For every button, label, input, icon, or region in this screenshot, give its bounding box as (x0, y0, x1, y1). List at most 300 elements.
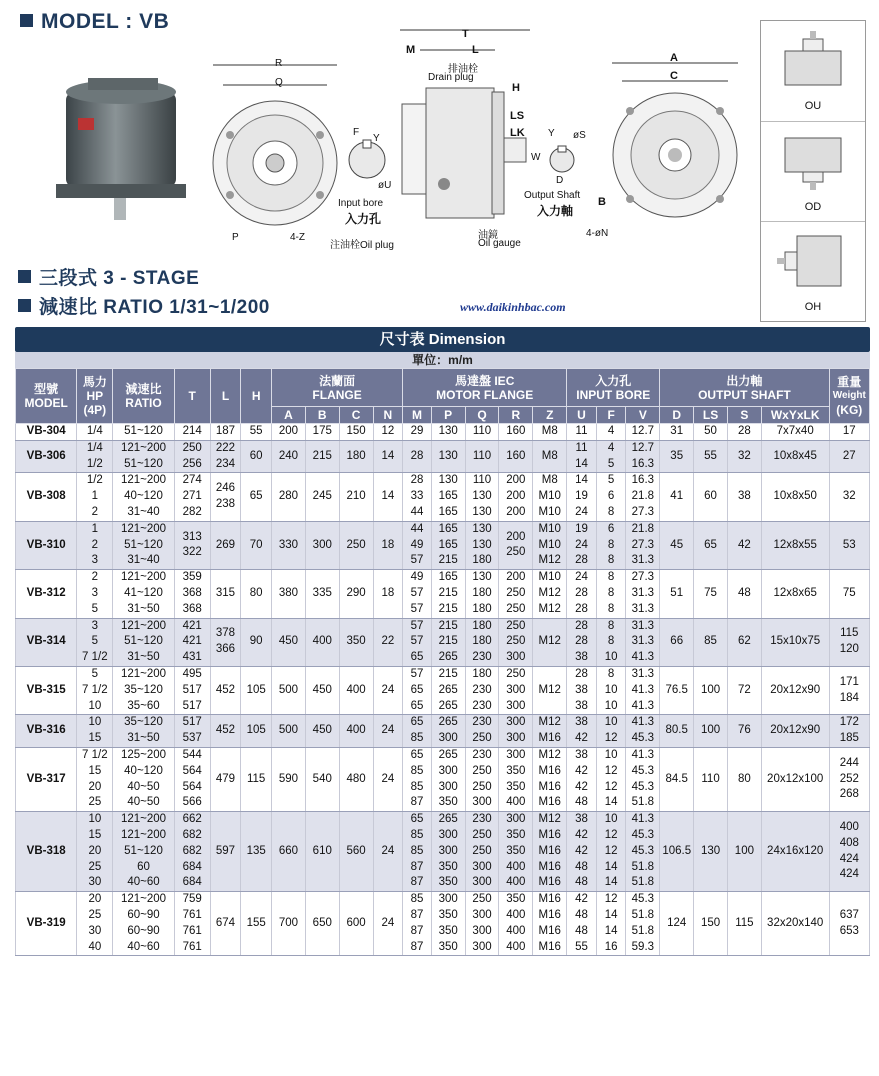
dimension-table-section (15, 327, 870, 956)
cell-value: 87 (410, 796, 424, 809)
cell-value: 65 (410, 813, 424, 826)
table-row (16, 424, 870, 441)
cell-value: 180 (472, 635, 492, 648)
cell-value: 300 (506, 748, 526, 761)
cell-wylk: 10x8x45 (761, 440, 829, 473)
cell-hp (77, 473, 113, 521)
subcol-q: Q (465, 407, 499, 424)
cell-value: 51~120 (124, 635, 163, 648)
cell-value: 16 (604, 940, 618, 953)
cell-a: 590 (272, 747, 306, 811)
cell-value: 300 (506, 732, 526, 745)
table-row (16, 473, 870, 521)
cell-kg (829, 473, 869, 521)
cell-u (567, 715, 597, 748)
cell-value: 27.3 (631, 538, 655, 551)
cell-v (626, 812, 660, 892)
cell-value: 44 (410, 522, 424, 535)
cell-v (626, 521, 660, 569)
cell-wylk: 7x7x40 (761, 424, 829, 441)
cell-value: 400 (506, 860, 526, 873)
cell-f (596, 618, 626, 666)
cell-value: 5 (607, 457, 615, 470)
cell-value: 400 (506, 796, 526, 809)
cell-value: 662 (182, 813, 202, 826)
cell-value: 250 (472, 828, 492, 841)
cell-h: 55 (241, 424, 272, 441)
cell-value: 11 (575, 441, 588, 454)
col-motor-flange: 馬達盤 IEC MOTOR FLANGE (403, 369, 567, 407)
dim-LS-label: LS (510, 110, 525, 122)
cell-f (596, 570, 626, 618)
subcol-m: M (403, 407, 432, 424)
cell-value: 200 (506, 530, 526, 543)
cell-c: 350 (339, 618, 373, 666)
table-row (16, 521, 870, 569)
cell-value: M16 (538, 876, 561, 889)
cell-value: M10 (538, 505, 561, 518)
cell-value: M12 (538, 554, 561, 567)
cell-value: 300 (506, 683, 526, 696)
dim-H-label: H (512, 82, 520, 94)
cell-value: 759 (182, 893, 202, 906)
cell-value: 14 (604, 924, 618, 937)
cell-t (174, 618, 210, 666)
cell-h: 105 (241, 666, 272, 714)
cell-value: 350 (506, 780, 526, 793)
cell-ls: 85 (694, 618, 728, 666)
cell-s: 42 (727, 521, 761, 569)
col-output-shaft: 出力軸 OUTPUT SHAFT (660, 369, 829, 407)
cell-value: 38 (575, 813, 588, 826)
table-row (16, 715, 870, 748)
cell-hp (77, 521, 113, 569)
cell-value: 130 (438, 449, 458, 462)
cell-value: M12 (538, 813, 561, 826)
cell-m (403, 618, 432, 666)
cell-value: 65 (410, 716, 424, 729)
cell-a: 500 (272, 715, 306, 748)
cell-r (499, 618, 533, 666)
cell-value: 180 (472, 619, 492, 632)
cell-value: 25 (88, 908, 102, 921)
drain-plug-label-cn: 排油栓 (448, 64, 478, 75)
cell-value: 24 (575, 571, 588, 584)
cell-value: 31.3 (631, 667, 655, 680)
bullet-square-icon (18, 270, 31, 283)
col-ratio: 減速比 RATIO (113, 369, 174, 424)
cell-value: 28 (575, 602, 588, 615)
cell-value: 268 (839, 788, 859, 801)
cell-value: 41.3 (631, 716, 655, 729)
cell-value: 14 (604, 860, 618, 873)
cell-value: 12 (604, 780, 618, 793)
cell-ratio (113, 618, 174, 666)
cell-value: 48 (575, 860, 588, 873)
cell-c: 560 (339, 812, 373, 892)
cell-value: 87 (410, 860, 424, 873)
cell-value: 8 (607, 602, 615, 615)
cell-value: 1/4 (86, 441, 103, 454)
cell-value: 51.8 (631, 876, 655, 889)
cell-model: VB-310 (16, 521, 77, 569)
cell-value: 1 (91, 522, 99, 535)
dim-output-Y-label: Y (548, 128, 555, 139)
cell-value: 274 (182, 474, 202, 487)
cell-value: 51~120 (124, 538, 163, 551)
cell-b: 245 (305, 473, 339, 521)
cell-value: 28 (575, 586, 588, 599)
cell-value: 51.8 (631, 796, 655, 809)
cell-value: 250 (506, 667, 526, 680)
cell-value: 566 (182, 796, 202, 809)
cell-b: 650 (305, 892, 339, 956)
cell-value: 20 (88, 844, 102, 857)
cell-v (626, 892, 660, 956)
cell-value: 14 (604, 796, 618, 809)
cell-z (533, 666, 567, 714)
cell-m (403, 440, 432, 473)
cell-value: 172 (839, 716, 859, 729)
cell-value: M12 (538, 635, 561, 648)
cell-value: 85 (410, 844, 424, 857)
cell-n: 24 (373, 747, 403, 811)
cell-kg (829, 747, 869, 811)
subcol-d: D (660, 407, 694, 424)
cell-value: 10 (604, 716, 618, 729)
cell-c: 480 (339, 747, 373, 811)
cell-l (210, 666, 241, 714)
cell-value: 65 (410, 699, 424, 712)
dim-LK-label: LK (510, 127, 525, 139)
cell-value: 366 (215, 643, 236, 656)
cell-value: 87 (410, 876, 424, 889)
table-title: 尺寸表 Dimension (15, 327, 870, 352)
cell-value: 269 (215, 538, 236, 551)
cell-l (210, 618, 241, 666)
cell-r (499, 521, 533, 569)
gearbox-photo (48, 72, 194, 222)
cell-value: 31~50 (127, 732, 160, 745)
cell-value: 265 (438, 716, 458, 729)
cell-value: 564 (182, 780, 202, 793)
cell-value: 57 (410, 602, 424, 615)
cell-value: 350 (438, 908, 458, 921)
cell-value: 40~120 (124, 764, 163, 777)
cell-value: 121~200 (120, 828, 167, 841)
cell-value: 121~200 (120, 893, 167, 906)
cell-value: 40~60 (127, 940, 160, 953)
cell-t (174, 473, 210, 521)
cell-q (465, 812, 499, 892)
cell-l (210, 424, 241, 441)
cell-value: 315 (215, 586, 236, 599)
cell-r (499, 666, 533, 714)
cell-value: 110 (472, 474, 492, 487)
cell-value: 6 (607, 522, 615, 535)
cell-value: 350 (506, 828, 526, 841)
cell-v (626, 440, 660, 473)
dim-Z-label: 4-Z (290, 232, 305, 243)
cell-m (403, 892, 432, 956)
cell-ratio (113, 424, 174, 441)
cell-value: 300 (506, 813, 526, 826)
cell-q (465, 715, 499, 748)
cell-value: 41.3 (631, 683, 655, 696)
cell-m (403, 747, 432, 811)
cell-value: 368 (182, 586, 202, 599)
output-shaft-label-cn: 入力軸 (537, 204, 574, 218)
cell-value: 31~50 (127, 651, 160, 664)
cell-l (210, 473, 241, 521)
ratio-title (18, 292, 270, 319)
cell-value: 42 (575, 764, 588, 777)
cell-value: 4 (607, 425, 615, 437)
cell-value: M12 (538, 716, 561, 729)
cell-value: 16.3 (631, 474, 655, 487)
cell-l (210, 892, 241, 956)
cell-q (465, 424, 499, 441)
cell-value: 29 (410, 425, 424, 437)
cell-value: 250 (506, 602, 526, 615)
cell-value: 40~50 (127, 780, 160, 793)
cell-value: 300 (506, 716, 526, 729)
cell-r (499, 570, 533, 618)
cell-value: 300 (438, 828, 458, 841)
cell-p (431, 440, 465, 473)
cell-v (626, 424, 660, 441)
cell-n: 14 (373, 473, 403, 521)
cell-q (465, 440, 499, 473)
cell-value: 400 (506, 940, 526, 953)
cell-value: 222 (215, 441, 236, 454)
cell-value: 30 (88, 876, 102, 889)
cell-value: 5 (91, 667, 99, 680)
cell-p (431, 666, 465, 714)
cell-value: M8 (541, 474, 558, 487)
cell-value: 244 (839, 756, 859, 769)
cell-hp (77, 618, 113, 666)
cell-h: 155 (241, 892, 272, 956)
cell-value: M12 (538, 602, 561, 615)
cell-value: 10 (604, 651, 618, 664)
cell-value: 32 (842, 490, 856, 503)
cell-value: 40~120 (124, 490, 163, 503)
cell-value: 400 (839, 821, 859, 834)
cell-value: 300 (438, 844, 458, 857)
cell-value: 42 (575, 893, 588, 906)
cell-value: 130 (472, 538, 492, 551)
cell-value: 14 (575, 457, 588, 470)
cell-value: 48 (575, 796, 588, 809)
cell-value: 408 (839, 836, 859, 849)
cell-value: 87 (410, 940, 424, 953)
cell-value: 171 (839, 675, 859, 688)
subcol-b: B (305, 407, 339, 424)
subcol-f: F (596, 407, 626, 424)
dim-R-label: R (275, 58, 283, 69)
cell-d: 106.5 (660, 812, 694, 892)
cell-ratio (113, 812, 174, 892)
cell-ls: 100 (694, 666, 728, 714)
dim-W-label: W (531, 152, 541, 163)
mount-od-icon (773, 130, 853, 194)
cell-value: 42 (575, 732, 588, 745)
subcol-v: V (626, 407, 660, 424)
cell-value: 215 (438, 667, 458, 680)
cell-value: 121~200 (120, 813, 167, 826)
cell-value: 246 (215, 482, 236, 495)
cell-hp (77, 440, 113, 473)
cell-value: 110 (472, 449, 492, 462)
cell-ls: 150 (694, 892, 728, 956)
cell-d: 76.5 (660, 666, 694, 714)
cell-ratio (113, 473, 174, 521)
cell-value: 350 (438, 796, 458, 809)
ratio-title-text: 減速比 RATIO 1/31~1/200 (39, 297, 270, 318)
cell-value: 51.8 (631, 908, 655, 921)
cell-d: 35 (660, 440, 694, 473)
cell-value: 121~200 (120, 619, 167, 632)
cell-z (533, 473, 567, 521)
bullet-square-icon (20, 14, 33, 27)
cell-model: VB-318 (16, 812, 77, 892)
cell-v (626, 618, 660, 666)
col-L: L (210, 369, 241, 424)
subcol-ls: LS (694, 407, 728, 424)
cell-value: 300 (438, 764, 458, 777)
cell-value: M16 (538, 828, 561, 841)
cell-c: 150 (339, 424, 373, 441)
cell-value: 517 (182, 683, 202, 696)
cell-hp (77, 892, 113, 956)
cell-a: 280 (272, 473, 306, 521)
cell-value: 17 (842, 425, 856, 437)
cell-hp (77, 570, 113, 618)
cell-s: 62 (727, 618, 761, 666)
cell-value: 452 (215, 683, 236, 696)
cell-z (533, 747, 567, 811)
cell-value: 378 (215, 627, 236, 640)
cell-value: 85 (410, 732, 424, 745)
cell-wylk: 20x12x90 (761, 666, 829, 714)
cell-kg (829, 618, 869, 666)
cell-value: 28 (575, 667, 588, 680)
cell-value: 10 (604, 748, 618, 761)
cell-value: 271 (182, 490, 202, 503)
cell-value: 27.3 (631, 505, 655, 518)
cell-value: 400 (506, 924, 526, 937)
cell-value: M12 (538, 748, 561, 761)
mount-od (761, 121, 865, 221)
model-title-text: MODEL : VB (41, 10, 170, 33)
cell-h: 80 (241, 570, 272, 618)
cell-value: 41.3 (631, 699, 655, 712)
cell-value: 265 (438, 813, 458, 826)
cell-value: 31.3 (631, 635, 655, 648)
cell-ratio (113, 570, 174, 618)
cell-z (533, 570, 567, 618)
cell-value: 200 (506, 571, 526, 584)
cell-hp (77, 666, 113, 714)
cell-p (431, 715, 465, 748)
cell-ratio (113, 666, 174, 714)
cell-h: 115 (241, 747, 272, 811)
cell-value: 59.3 (631, 940, 655, 953)
cell-value: 130 (472, 522, 492, 535)
cell-value: 48 (575, 876, 588, 889)
cell-u (567, 473, 597, 521)
cell-value: 130 (438, 425, 458, 437)
cell-value: 250 (506, 546, 526, 559)
cell-value: 761 (182, 924, 202, 937)
cell-c: 210 (339, 473, 373, 521)
cell-a: 450 (272, 618, 306, 666)
cell-value: 121~200 (120, 522, 167, 535)
cell-p (431, 812, 465, 892)
cell-value: 250 (506, 586, 526, 599)
cell-hp (77, 747, 113, 811)
cell-value: 230 (472, 716, 492, 729)
cell-value: 60~90 (127, 908, 160, 921)
cell-h: 90 (241, 618, 272, 666)
cell-value: 35~60 (127, 699, 160, 712)
cell-u (567, 618, 597, 666)
cell-s: 72 (727, 666, 761, 714)
cell-c: 250 (339, 521, 373, 569)
cell-value: 44 (410, 505, 424, 518)
table-row (16, 666, 870, 714)
cell-value: 230 (472, 748, 492, 761)
cell-value: 12 (604, 732, 618, 745)
cell-hp (77, 715, 113, 748)
cell-value: 214 (182, 425, 202, 437)
cell-p (431, 618, 465, 666)
cell-value: 537 (182, 732, 202, 745)
cell-u (567, 666, 597, 714)
cell-kg (829, 812, 869, 892)
cell-n: 24 (373, 666, 403, 714)
cell-value: 27.3 (631, 571, 655, 584)
cell-m (403, 521, 432, 569)
cell-value: 65 (410, 748, 424, 761)
cell-value: M16 (538, 940, 561, 953)
cell-value: 300 (472, 908, 492, 921)
table-row (16, 570, 870, 618)
cell-value: 85 (410, 893, 424, 906)
cell-value: 38 (575, 699, 588, 712)
cell-b: 335 (305, 570, 339, 618)
cell-value: 38 (575, 651, 588, 664)
cell-f (596, 892, 626, 956)
cell-value: 42 (575, 828, 588, 841)
front-view-drawing (200, 55, 350, 275)
cell-a: 330 (272, 521, 306, 569)
cell-value: 24 (575, 505, 588, 518)
cell-c: 180 (339, 440, 373, 473)
cell-l (210, 521, 241, 569)
cell-value: 517 (182, 716, 202, 729)
cell-value: 5 (91, 602, 99, 615)
cell-ls: 75 (694, 570, 728, 618)
cell-value: 40 (88, 940, 102, 953)
cell-d: 66 (660, 618, 694, 666)
cell-r (499, 473, 533, 521)
cell-f (596, 473, 626, 521)
cell-model: VB-316 (16, 715, 77, 748)
cell-l (210, 747, 241, 811)
cell-value: 45.3 (631, 732, 655, 745)
